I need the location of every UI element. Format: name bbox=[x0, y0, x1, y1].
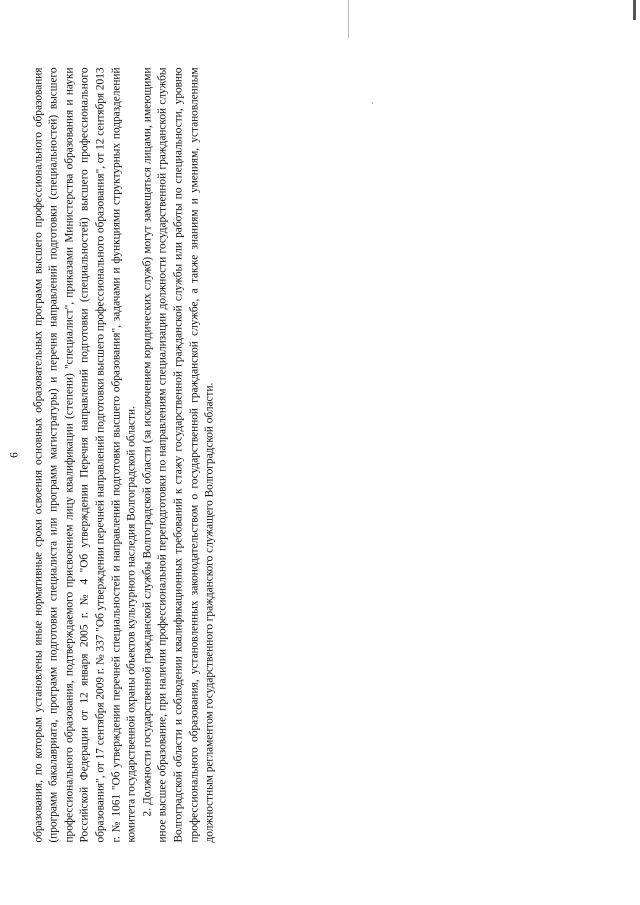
paragraph-1: образования, по которым установлены иные нормативные сроки освоения основных образовательных программ высшего профессионального образования (программ бакалавриата, программ подготовки специалиста или программ магистратуры) и перечня направлений подготовки (специальностей) высшего профессионального образования, подтверждаемого присвоением лицу квалификации (степени) "специалист", приказами Министерства образования и науки Российской Федерации от 12 января 2005 г. № 4 "Об утверждении Перечня направлений подготовки (специальностей) высшего профессионального образования", от 17 сентября 2009 г. № 337 "Об утверждении перечней направлений подготовки высшего профессионального образования", от 12 сентября 2013 г. № 1061 "Об утверждении перечней специальностей и направлений подготовки высшего образования", задачами и функциями структурных подразделений комитета государственной охраны объектов культурного наследия Волгоградской области. bbox=[32, 67, 138, 843]
scan-edge-mark bbox=[633, 0, 636, 20]
scan-edge-mark bbox=[348, 0, 349, 38]
page-number: 6 bbox=[8, 452, 21, 458]
paragraph-2: 2. Должности государственной гражданской службы Волгоградской области (за исключением юридических служб) могут замещаться лицами, имеющими иное высшее образование, при наличии профессиональной переподготовки по направлениям специализации должности государственной гражданской службы Волгоградской области и соблюдении квалификационных требований к стажу государственной гражданской службы или работы по специальности, уровню профессионального образования, установленных законодательством о государственной гражданской службе, а также знаниям и умениям, установленным должностным регламентом государственного гражданского служащего Волгоградской области. bbox=[141, 67, 216, 843]
scan-speck bbox=[372, 102, 373, 104]
rotated-text-block bbox=[8, 68, 298, 843]
